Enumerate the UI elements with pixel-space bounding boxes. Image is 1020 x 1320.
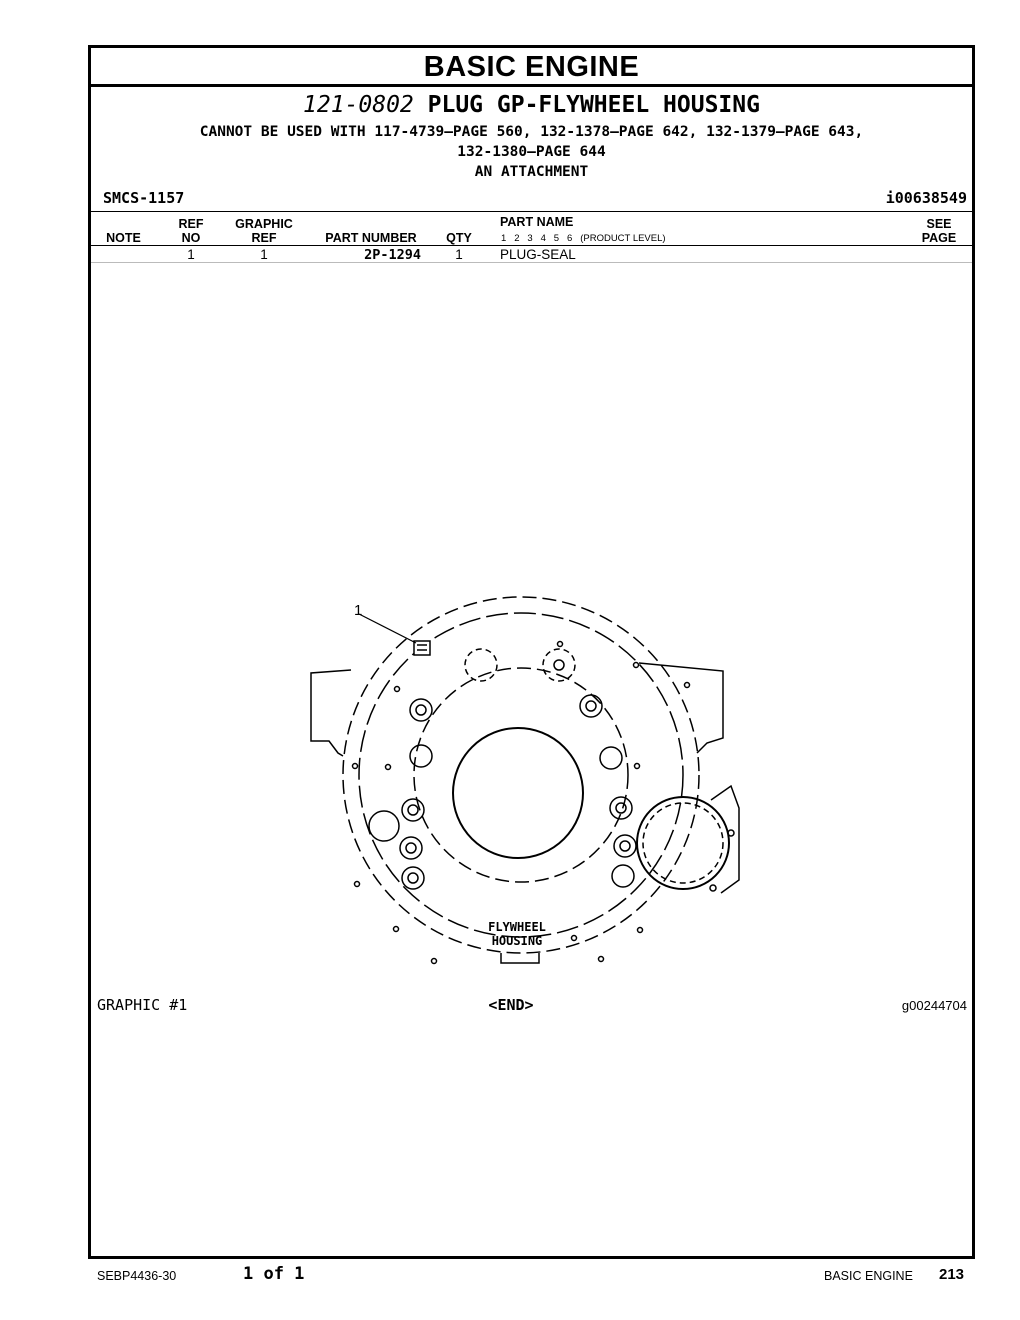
boss: [402, 799, 424, 821]
footer-doc-number: SEBP4436-30: [97, 1269, 177, 1283]
bolt-hole: [432, 959, 437, 964]
boss: [600, 747, 622, 769]
drawing-label-line: HOUSING: [491, 934, 543, 948]
boss-hole: [586, 701, 596, 711]
bolt-hole: [353, 764, 358, 769]
bolt-hole: [558, 642, 563, 647]
flywheel-housing-drawing: [291, 548, 771, 968]
header-ref-no-line: REF: [178, 217, 204, 231]
bolt-hole: [638, 928, 643, 933]
housing-outer-circle: [343, 597, 699, 953]
group-name: PLUG GP-FLYWHEEL HOUSING: [427, 92, 760, 118]
callout-leader: [359, 614, 416, 643]
divider: [91, 245, 972, 246]
cell-graphic-ref: 1: [260, 247, 268, 262]
bolt-hole: [572, 936, 577, 941]
boss-hole: [416, 705, 426, 715]
boss: [410, 745, 432, 767]
header-see-page-line: SEE: [926, 217, 952, 231]
boss: [400, 837, 422, 859]
footer-section: BASIC ENGINE: [824, 1269, 913, 1283]
row-divider: [91, 262, 972, 263]
callout-number: 1: [354, 602, 363, 619]
header-product-levels: 1 2 3 4 5 6 (PRODUCT LEVEL): [501, 233, 666, 244]
header-note: NOTE: [106, 231, 141, 245]
header-ref-no-line: NO: [181, 231, 201, 245]
bottom-tab: [501, 953, 539, 963]
header-part-number: PART NUMBER: [325, 231, 417, 245]
starter-opening: [637, 797, 729, 889]
boss: [612, 865, 634, 887]
boss: [402, 867, 424, 889]
cell-part-number: 2P-1294: [364, 247, 421, 263]
cell-qty: 1: [455, 247, 463, 262]
right-flange: [639, 663, 723, 753]
bolt-hole: [685, 683, 690, 688]
graphic-id: g00244704: [901, 998, 967, 1013]
boss-hole: [620, 841, 630, 851]
bolt-hole: [394, 927, 399, 932]
header-see-page: [914, 217, 964, 245]
left-flange: [311, 670, 351, 756]
boss-hole: [616, 803, 626, 813]
illustration-id: i00638549: [885, 189, 967, 207]
header-graphic-ref-line: REF: [251, 231, 277, 245]
boss-hole: [408, 873, 418, 883]
boss: [610, 797, 632, 819]
page-frame: [88, 45, 975, 1259]
footer-page-number: 213: [939, 1266, 965, 1283]
group-note-line: 132-1380—PAGE 644: [457, 144, 606, 160]
header-ref-no: [171, 217, 211, 245]
graphic-label: GRAPHIC #1: [97, 996, 188, 1014]
boss: [614, 835, 636, 857]
housing-inner-dashed: [414, 668, 628, 882]
group-note-line: CANNOT BE USED WITH 117-4739—PAGE 560, 132-1378—PAGE 642, 132-1379—PAGE 643,: [199, 124, 864, 140]
center-bore: [453, 728, 583, 858]
header-qty: QTY: [446, 231, 472, 245]
header-part-name: PART NAME: [500, 215, 574, 229]
smcs-code: SMCS-1157: [103, 189, 185, 207]
boss-hole: [408, 805, 418, 815]
bolt-hole: [386, 765, 391, 770]
cell-part-name: PLUG-SEAL: [500, 247, 576, 262]
divider: [91, 211, 972, 212]
plug-seal-part: [414, 641, 430, 655]
header-see-page-line: PAGE: [921, 231, 957, 245]
header-graphic-ref: [229, 217, 299, 245]
drawing-label-line: FLYWHEEL: [488, 920, 546, 934]
group-title: [91, 92, 972, 118]
boss-hole: [406, 843, 416, 853]
footer-page-of: 1 of 1: [243, 1264, 305, 1284]
end-marker: <END>: [488, 996, 534, 1014]
bolt-hole: [355, 882, 360, 887]
bolt-hole: [710, 885, 716, 891]
group-note-line: AN ATTACHMENT: [474, 164, 589, 180]
top-pad: [543, 649, 575, 681]
bolt-hole: [635, 764, 640, 769]
cell-ref-no: 1: [187, 247, 195, 262]
pad-hole: [554, 660, 564, 670]
header-graphic-ref-line: GRAPHIC: [235, 217, 293, 231]
left-port: [369, 811, 399, 841]
bolt-hole: [395, 687, 400, 692]
boss: [410, 699, 432, 721]
group-number: 121-0802: [303, 92, 414, 118]
bolt-hole: [599, 957, 604, 962]
section-title: BASIC ENGINE: [91, 48, 972, 87]
boss: [580, 695, 602, 717]
bolt-hole: [634, 663, 639, 668]
starter-opening-inner: [643, 803, 723, 883]
